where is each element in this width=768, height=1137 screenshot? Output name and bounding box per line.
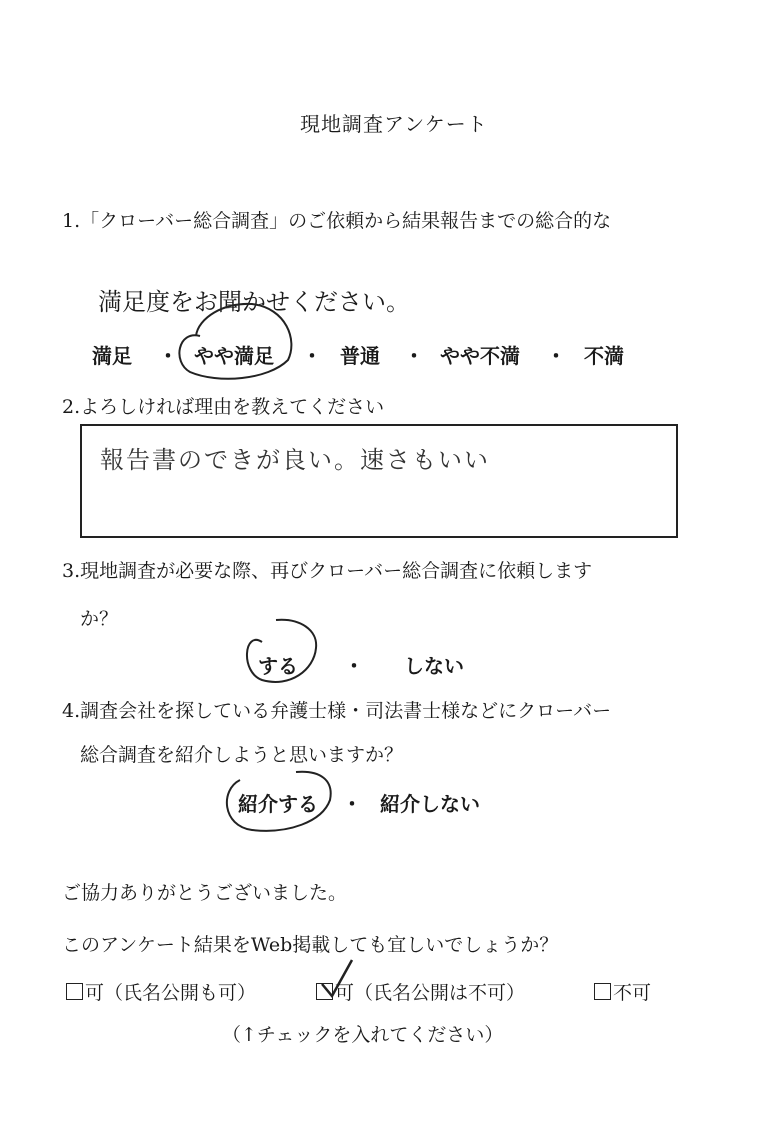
q3-separator: ・ (344, 654, 364, 678)
thanks-text: ご協力ありがとうございました。 (62, 882, 348, 904)
q2-answer-handwriting: 報告書のできが良い。速さもいい (100, 446, 490, 474)
web-option-public-label: 可（氏名公開も可） (85, 982, 257, 1004)
q1-option-dissatisfied[interactable]: 不満 (584, 344, 624, 368)
q1-separator: ・ (302, 344, 322, 368)
web-option-private-label: 可（氏名公開は不可） (335, 982, 526, 1004)
q4-option-yes[interactable]: 紹介する (238, 792, 318, 816)
q4-separator: ・ (342, 792, 362, 816)
q3-text-line1: 3.現地調査が必要な際、再びクローバー総合調査に依頼します (62, 560, 593, 582)
q3-selection-circle (247, 620, 316, 682)
checkmark-icon (322, 960, 352, 996)
q1-text-line1: 1.「クローバー総合調査」のご依頼から結果報告までの総合的な (62, 210, 612, 232)
q1-separator: ・ (158, 344, 178, 368)
page-title: 現地調査アンケート (300, 112, 488, 136)
q1-option-neutral[interactable]: 普通 (340, 344, 380, 368)
web-note: （↑チェックを入れてください） (222, 1024, 504, 1046)
q1-selection-circle (179, 304, 291, 379)
q4-option-no[interactable]: 紹介しない (380, 792, 480, 816)
q1-separator: ・ (546, 344, 566, 368)
q4-text-line1: 4.調査会社を探している弁護士様・司法書士様などにクローバー (62, 700, 612, 722)
q3-option-yes[interactable]: する (258, 654, 298, 678)
q1-separator: ・ (404, 344, 424, 368)
web-question: このアンケート結果をWeb掲載しても宜しいでしょうか？ (62, 934, 559, 956)
q1-text-line2: 満足度をお聞かせください。 (98, 288, 410, 316)
q4-selection-circle (227, 772, 331, 831)
q4-text-line2: 総合調査を紹介しようと思いますか？ (80, 744, 404, 766)
web-option-refuse-label: 不可 (613, 982, 652, 1004)
q3-text-line2: か？ (80, 608, 119, 630)
q3-option-no[interactable]: しない (404, 654, 464, 678)
q2-text: 2.よろしければ理由を教えてください (62, 396, 385, 418)
q1-option-satisfied[interactable]: 満足 (92, 344, 132, 368)
q1-option-somewhat-satisfied[interactable]: やや満足 (194, 344, 274, 368)
q1-option-somewhat-dissatisfied[interactable]: やや不満 (440, 344, 520, 368)
